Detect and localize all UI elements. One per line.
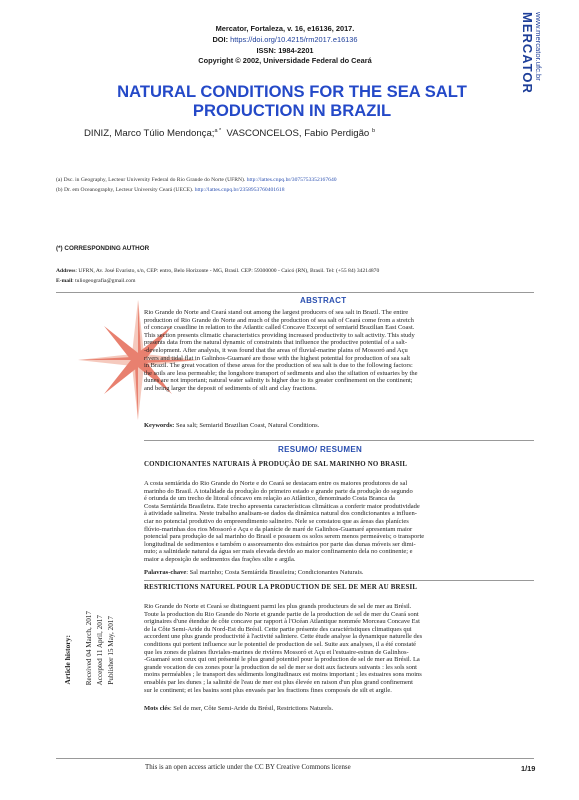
journal-line: Mercator, Fortaleza, v. 16, e16136, 2017. (215, 24, 355, 33)
resumo-title: CONDICIONANTES NATURAIS À PRODUÇÃO DE SAL MARINHO NO BRASIL (144, 461, 408, 468)
lattes-link-a[interactable]: http://lattes.cnpq.br/3075753352167640 (246, 177, 337, 183)
article-history (63, 570, 131, 685)
author-1-mark: a * (214, 128, 222, 134)
french-title: RESTRICTIONS NATUREL POUR LA PRODUCTION DE SEL DE MER AU BRESIL (144, 584, 418, 591)
history-label: Article history: (63, 635, 72, 685)
doi-link[interactable]: https://doi.org/10.4215/rm2017.e16136 (230, 34, 358, 44)
affiliation-b: (b) Dr. em Oceanography, Lecteur University Ceará (UECE). http://lattes.cnpq.br/2358953760401618 (56, 187, 285, 193)
journal-header (170, 24, 400, 67)
email[interactable]: : tuliogeografia@gmail.com (72, 278, 136, 284)
french-body: Rio Grande do Norte et Ceará se distinguent parmi les plus grands producteurs de sel de mer au Brésil. Toute la production du Rio Grande do Norte et grande partie de la production de sel de mer du Ceará sont originaires d'une étendue de côte concave par rapport à l'Océan Atlantique nommée Morceau Concave Est de la Côte Semi-Aride du Nord-Est du Brésil. Cette partie présente des caractéristiques climatiques qui accordent une plus grande productivité à l'activité saliniere. Cette étude analyse la dynamique naturelle des conditions qui portent influence sur le potentiel de production de sel. Suite aux analyses, il a été constaté que les zones de plaines fluviales-marines de rivières Mossoró et Açu et l'estuaire-estran de Galinhos- -Guamaré sont ceux qui ont présenté le plus grand potentiel pour la production de sel de mer au Brésil. La grande vocation de ces zones pour la production de sel de mer se doit aux facteurs suivants : les sols sont moins perméables ; le transport des sédiments longitudinaux est moins important ; les estuaires sons moins ensablés par les dunes ; la salinité de l'eau de mer est plus élevée en raison d'un plus grand confinement sur le continent; et les basins sont plus envasés par les fractions fines composés de silt et argile. (144, 603, 423, 694)
title-line-1: NATURAL CONDITIONS FOR THE SEA SALT (117, 82, 467, 101)
author-2-mark: b (371, 128, 375, 134)
logo-name: MERCATOR (520, 12, 535, 94)
corresponding-author: (*) CORRESPONDING AUTHOR (56, 245, 150, 252)
french-keywords: Mots clés: Sel de mer, Côte Semi-Aride du Brésil, Restrictions Naturels. (144, 705, 334, 712)
divider-resumo (144, 440, 534, 441)
page-number: 1/19 (521, 764, 536, 773)
address-block: Address: UFRN, Av. José Evaristo, s/n, CEP: entro, Belo Horizonte - MG, Brasil. CEP: 59300000 - Caicó (RN), Brasil. Tel: (+55 84) 34214870 E-mail: tuliogeografia@gmail.com (56, 268, 380, 284)
logo-url[interactable]: www.mercator.ufc.br (534, 12, 543, 81)
resumo-body: A costa semiárida do Rio Grande do Norte e do Ceará se destacam entre os maiores produtores de sal marinho do Brasil. A totalidade da produção do primeiro estado e grande parte da produção do segundo é oriunda de um trecho de litoral côncavo em relação ao Atlântico, denominado Costa Branca da Costa Semiárida Brasileira. Este trecho apresenta características climáticas a conferir maior produtividade à atividade salineira. Neste trabalho analisam-se dados da dinâmica natural dos condicionantes a influen- ciar no potencial produtivo do empreendimento salineiro. Nele se constatou que as áreas das planícies flúvio-marinhas dos rios Mossoró e Açu e da planície de maré de Galinhos-Guamaré apresentam maior potencial para produção de sal marinho do Brasil e possuem os solos serem menos permeáveis; o transporte longitudinal de sedimentos e também o assoreamento dos estuários por parte das dunas móveis ser dimi- nuto; a salinidade natural da água ser mais elevada devido ao maior confinamento dela no continente; e maior a deposição de sedimentos das frações silte e argila. (144, 480, 425, 563)
abstract-heading: ABSTRACT (300, 296, 347, 305)
abstract-body: Rio Grande do Norte and Ceará stand out among the largest producers of sea salt in Brazil. The entire production of Rio Grande do Norte and much of the production of sea salt of Ceará come from a stretch of concave coastline in relation to the Atlantic called Concave Excerpt of semiarid Brazilian East Coast. This section presents climatic characteristics providing increased productivity to salt activity. This study presents data from the natural dynamic of constraints that influence the productive potential of a salt- -development. After analysis, it was found that the areas of fluvial-marine plains of Mossoró and Açu rivers and tidal flat in Galinhos-Guamaré are those with the highest potential for production of sea salt in Brazil. The great vocation of these areas for the production of sea salt is due to the following factors: the soils are less permeable; the longshore transport of sediments and also the siltation of estuaries by the dunes are not important; natural water salinity is higher due to its greater confinement on the continent; and being larger the deposit of sediments of silt and clay fractions. (144, 309, 418, 392)
address-text: : UFRN, Av. José Evaristo, s/n, CEP: entro, Belo Horizonte - MG, Brasil. CEP: 59300000 - Caicó (RN), Brasil. Tel: (+55 84) 34214870 (75, 268, 380, 274)
affiliation-a: (a) Dsc. in Geography, Lecteur University Federal do Rio Grande do Norte (UFRN). http://lattes.cnpq.br/3075753352167640 (56, 177, 337, 183)
divider-french (144, 580, 534, 581)
article-title (62, 82, 522, 120)
author-2: VASCONCELOS, Fabio Perdigão (226, 128, 370, 140)
issn: ISSN: 1984-2201 (256, 45, 314, 55)
resumo-heading: RESUMO/ RESUMEN (278, 445, 363, 454)
authors (84, 128, 375, 139)
abstract-keywords: Keywords: Sea salt; Semiarid Brazilian Coast, Natural Conditions. (144, 422, 320, 429)
title-line-2: PRODUCTION IN BRAZIL (192, 101, 392, 120)
history-accepted: Accepted 11 April, 2017 (96, 614, 104, 685)
history-published: Publisher 15 May, 2017 (107, 616, 115, 685)
lattes-link-b[interactable]: http://lattes.cnpq.br/2358953760401618 (194, 187, 285, 193)
history-received: Received 04 March, 2017 (85, 610, 93, 685)
resumo-keywords: Palavras-chave: Sal marinho; Costa Semiárida Brasileira; Condicionantes Naturais. (144, 569, 364, 576)
license-note: This is an open access article under the CC BY Creative Commons license (145, 764, 351, 771)
doi-label: DOI: (212, 34, 229, 44)
divider-bottom (56, 758, 534, 759)
author-1: DINIZ, Marco Túlio Mendonça; (84, 128, 215, 140)
copyright: Copyright © 2002, Universidade Federal do Ceará (198, 56, 372, 66)
